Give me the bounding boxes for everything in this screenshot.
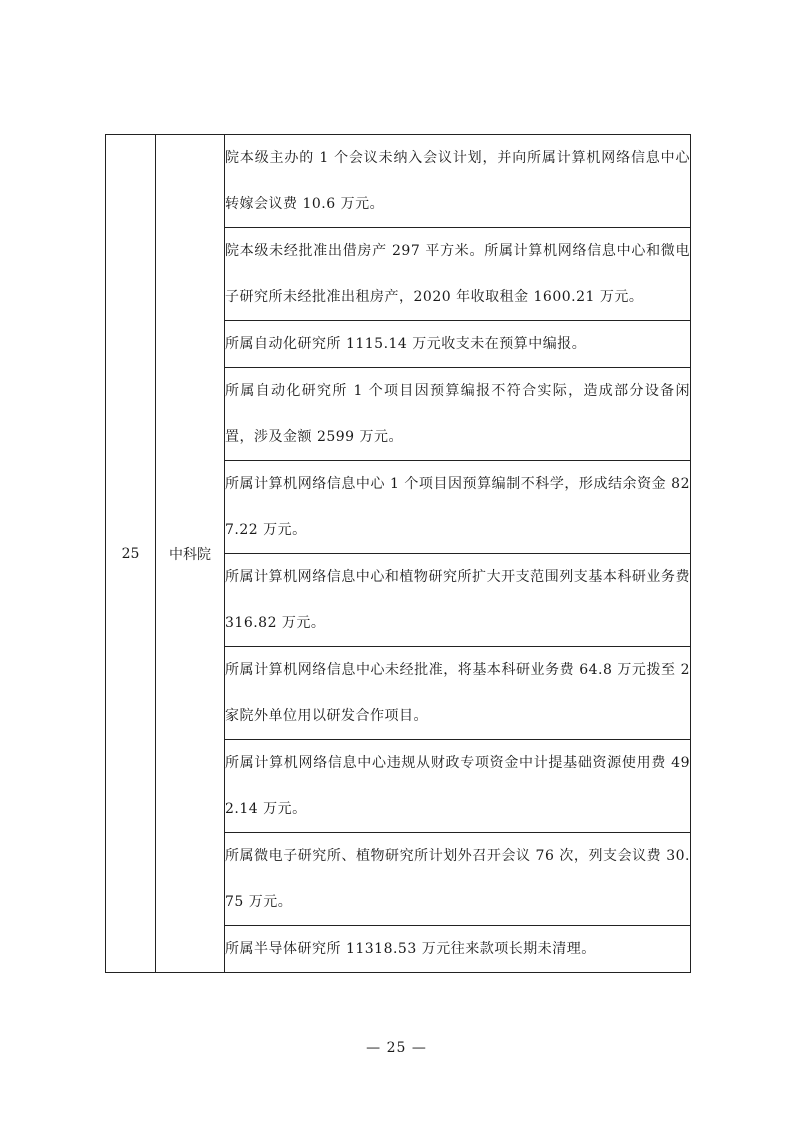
finding-item: 所属微电子研究所、植物研究所计划外召开会议 76 次，列支会议费 30.75 万元。 (225, 833, 691, 926)
table-row (106, 135, 691, 228)
finding-item: 所属自动化研究所 1 个项目因预算编报不符合实际，造成部分设备闲置，涉及金额 2599 万元。 (225, 368, 691, 461)
finding-item: 所属计算机网络信息中心 1 个项目因预算编制不科学，形成结余资金 827.22 万元。 (225, 461, 691, 554)
finding-item: 所属计算机网络信息中心和植物研究所扩大开支范围列支基本科研业务费 316.82 万元。 (225, 554, 691, 647)
finding-item: 所属自动化研究所 1115.14 万元收支未在预算中编报。 (225, 321, 691, 368)
audit-findings-table (105, 134, 691, 973)
row-number-cell: 25 (106, 135, 156, 973)
finding-item: 院本级主办的 1 个会议未纳入会议计划，并向所属计算机网络信息中心转嫁会议费 10.6 万元。 (225, 135, 691, 228)
finding-item: 所属半导体研究所 11318.53 万元往来款项长期未清理。 (225, 926, 691, 973)
finding-item: 所属计算机网络信息中心违规从财政专项资金中计提基础资源使用费 492.14 万元。 (225, 740, 691, 833)
page-number: — 25 — (366, 1040, 427, 1056)
organization-cell: 中科院 (156, 135, 225, 973)
finding-item: 所属计算机网络信息中心未经批准，将基本科研业务费 64.8 万元拨至 2 家院外单位用以研发合作项目。 (225, 647, 691, 740)
finding-item: 院本级未经批准出借房产 297 平方米。所属计算机网络信息中心和微电子研究所未经批准出租房产，2020 年收取租金 1600.21 万元。 (225, 228, 691, 321)
